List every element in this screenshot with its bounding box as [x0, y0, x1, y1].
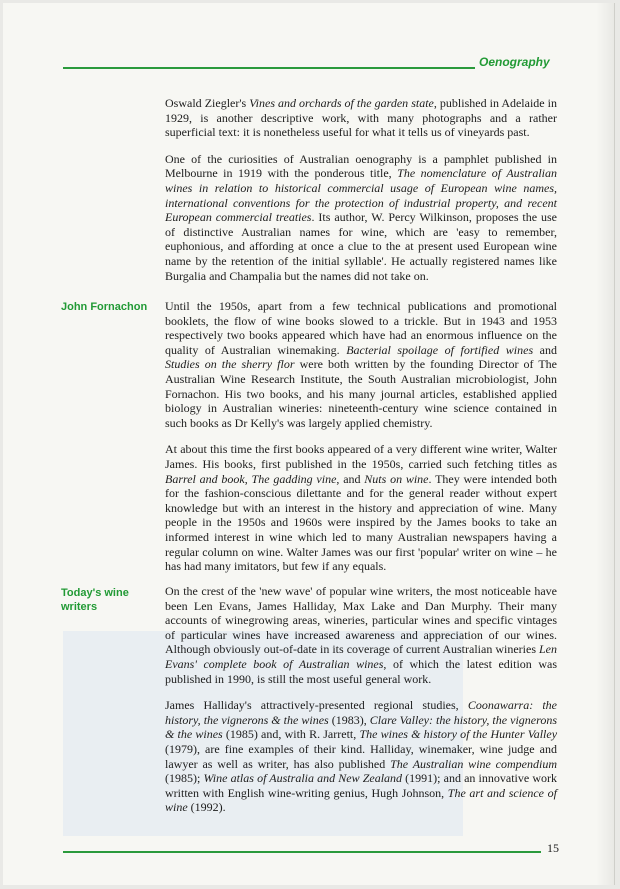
intro-section — [165, 96, 557, 295]
header-rule — [63, 67, 475, 69]
text-run: (1985); — [165, 771, 204, 786]
paragraph-ziegler — [165, 96, 557, 140]
book-title: The gadding vine — [251, 471, 337, 486]
page-edge-shadow — [596, 3, 614, 885]
book-title: The wines & history of the Hunter Valley — [359, 727, 558, 742]
paragraph-walter-james — [165, 442, 557, 573]
text-run: One of the curiosities of Australian oenography is a pamphlet published in Melbourne in 1919 with the ponderous title, — [165, 151, 557, 181]
book-title: Studies on the sherry flor — [165, 357, 295, 372]
text-run: , of which the latest edition was published in 1990, is still the most useful general work. — [165, 656, 558, 686]
text-run: . Its author, W. Percy Wilkinson, proposes the use of distinctive Australian names for wine, which are 'easy to remember, euphonious, and affording at once a clue to the at present used European wine name by the retention of the initial syllable'. He actually registered names like Burgalia and Champalia but the names did not take on. — [165, 210, 557, 283]
book-title: The art and science of wine — [165, 785, 557, 815]
book-title: Nuts on wine — [364, 471, 429, 486]
paragraph-nomenclature — [165, 152, 557, 283]
text-run: . They were intended both for the fashion-conscious dilettante and for the general reader without expert knowledge but with an interest in the history and appreciation of wine. Many people in the 1950s and 1960s were inspired by the James books to take an informed interest in wine which led to many Australian newspapers having a regular column on wine. Walter James was our first 'popular' writer on wine – he has had many imitators, but few if any equals. — [165, 471, 558, 574]
book-title: Clare Valley: the history, the vignerons & the wines — [165, 712, 557, 742]
fornachon-section — [165, 299, 557, 586]
text-run: , — [244, 471, 252, 486]
text-run: At about this time the first books appeared of a very different wine writer, Walter James. His books, first published in the 1950s, carried such fetching titles as — [165, 442, 557, 471]
text-run: (1991); and an innovative work written with English wine-writing genius, Hugh Johnson, — [165, 771, 557, 800]
sidebar-heading-todays-writers: Today's wine writers — [61, 587, 129, 613]
sidebar-heading-fornachon: John Fornachon — [61, 301, 148, 313]
paragraph-halliday — [165, 698, 557, 815]
text-run: Until the 1950s, apart from a few technical publications and promotional booklets, the flow of wine books slowed to a trickle. But in 1943 and 1953 respectively two books appeared which have had an enormous influence on the quality of Australian winemaking. — [165, 299, 557, 357]
section-title: Oenography — [479, 55, 550, 69]
text-run: , published in Adelaide in 1929, is another descriptive work, with many photographs and a rather superficial text: it is nonetheless useful for what it tells us of vineyards past. — [165, 96, 558, 140]
book-title: Coonawarra: the history, the vignerons & the wines — [165, 698, 557, 727]
book-title: Len Evans' complete book of Australian wines — [165, 642, 557, 671]
text-run: were both written by the founding Director of The Australian Wine Research Institute, the South Australian microbiologist, John Fornachon. His two books, and his many journal articles, established applied biology in Australian wineries: nineteenth-century wine science contained in such books as Dr Kelly's was largely applied chemistry. — [165, 357, 558, 430]
text-run: and — [533, 342, 558, 357]
page-number: 15 — [547, 841, 559, 855]
paragraph-new-wave — [165, 584, 557, 686]
book-title: Barrel and book — [165, 471, 245, 486]
text-run: (1985) and, with R. Jarrett, — [222, 727, 360, 742]
book-title: Vines and orchards of the garden state — [249, 96, 434, 110]
text-run: (1992). — [187, 800, 226, 815]
todays-writers-section — [165, 584, 557, 827]
text-run: (1983), — [328, 712, 370, 727]
book-title: Bacterial spoilage of fortified wines — [346, 342, 534, 357]
paragraph-fornachon — [165, 299, 557, 430]
text-run: James Halliday's attractively-presented regional studies, — [165, 698, 468, 713]
footer-rule — [63, 851, 541, 853]
text-run: On the crest of the 'new wave' of popular wine writers, the most noticeable have been Len Evans, James Halliday, Max Lake and Dan Murphy. Their many accounts of winegrowing areas, wineries, particular wines and specific vintages of particular wines have increased awareness and appreciation of our wines. Although obviously out-of-date in its coverage of current Australian wineries — [165, 584, 557, 657]
text-run: Oswald Ziegler's — [165, 96, 250, 110]
text-run: , and — [336, 471, 365, 486]
book-page — [3, 3, 615, 885]
book-title: The Australian wine compendium — [390, 756, 557, 771]
book-title: The nomenclature of Australian wines in relation to historical commercial usage of European wine names, international conventions for the protection of industrial property, and recent European commercial treaties — [165, 166, 558, 225]
text-run: (1979), are fine examples of their kind. Halliday, winemaker, wine judge and lawyer as well as writer, has also published — [165, 741, 557, 771]
book-title: Wine atlas of Australia and New Zealand — [203, 771, 403, 786]
